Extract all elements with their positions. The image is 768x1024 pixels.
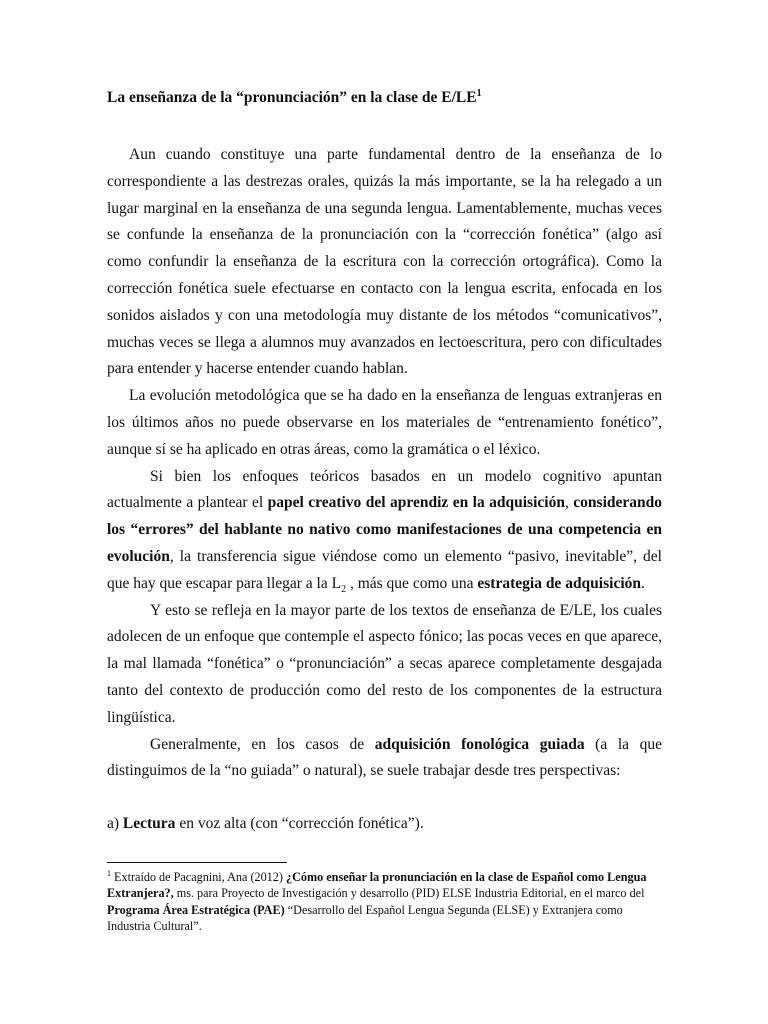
paragraph-3 — [107, 464, 662, 598]
title-footnote-ref[interactable]: 1 — [476, 88, 482, 99]
p5-text-2: (a la que distinguimos de la “no guiada” o natural), se suele trabajar desde tres perspectivas: — [107, 735, 662, 780]
footnote-bold-1: ¿Cómo enseñar la pronunciación en la clase de Español como Lengua Extranjera?, — [107, 870, 647, 901]
body-text — [107, 142, 662, 838]
paragraph-1: Aun cuando constituye una parte fundamental dentro de la enseñanza de lo correspondiente a las destrezas orales, quizás la más importante, se la ha relegado a un lugar marginal en la enseñanza de una segunda lengua. Lamentablemente, muchas veces se confunde la enseñanza de la pronunciación con la “corrección fonética” (algo así como confundir la enseñanza de la escritura con la corrección ortográfica). Como la corrección fonética suele efectuarse en contacto con la lengua escrita, enfocada en los sonidos aislados y con una metodología muy distante de los métodos “comunicativos”, muchas veces se llega a alumnos muy avanzados en lectoescritura, pero con dificultades para entender y hacerse entender cuando hablan. — [107, 146, 662, 378]
p5-bold-1: adquisición fonológica guiada — [374, 735, 585, 753]
footnote-divider — [107, 862, 287, 863]
p3-text-4: , más que como una — [346, 574, 478, 592]
p3-bold-3: estrategia de adquisición — [477, 574, 642, 592]
title-text: La enseñanza de la “pronunciación” en la clase de E/LE — [107, 89, 477, 107]
p3-text-2: , — [564, 494, 574, 512]
list-item-a-text: en voz alta (con “corrección fonética”). — [175, 815, 424, 833]
p3-text-5: . — [641, 574, 645, 592]
document-title — [107, 88, 482, 107]
footnote-text-1: Extraído de Pacagnini, Ana (2012) — [111, 870, 286, 885]
p3-text-1: Si bien los enfoques teóricos basados en un modelo cognitivo apuntan actualmente a plantear el — [107, 467, 662, 512]
list-item-a-marker: a) — [107, 815, 123, 833]
list-item-a — [107, 811, 662, 838]
footnote-text-3: “Desarrollo del Español Lengua Segunda (ELSE) y Extranjera como Industria Cultural”. — [107, 902, 623, 934]
paragraph-4: Y esto se refleja en la mayor parte de los textos de enseñanza de E/LE, los cuales adolecen de un enfoque que contemple el aspecto fónico; las pocas veces en que aparece, la mal llamada “fonética” o “pronunciación” a secas aparece completamente desgajada tanto del contexto de producción como del resto de los componentes de la estructura lingüística. — [107, 601, 662, 726]
paragraph-2: La evolución metodológica que se ha dado en la enseñanza de lenguas extranjeras en los últimos años no puede observarse en los materiales de “entrenamiento fonético”, aunque sí se ha aplicado en otras áreas, como la gramática o el léxico. — [107, 387, 662, 458]
paragraph-5 — [107, 732, 662, 786]
footnote — [107, 866, 662, 935]
footnote-ref: 1 — [107, 869, 111, 878]
p3-bold-2: considerando los “errores” del hablante no nativo como manifestaciones de una competencia en evolución — [107, 494, 662, 565]
footnote-bold-2: Programa Área Estratégica (PAE) — [107, 902, 285, 917]
footnote-text-2: ms. para Proyecto de Investigación y desarrollo (PID) ELSE Industria Editorial, en el marco del — [173, 886, 645, 901]
p3-text-3: , la transferencia sigue viéndose como un elemento “pasivo, inevitable”, del que hay que escapar para llegar a la L — [107, 547, 662, 592]
p3-bold-1: papel creativo del aprendiz en la adquisición — [267, 494, 565, 512]
p3-subscript: 2 — [341, 583, 347, 595]
p5-text-1: Generalmente, en los casos de — [150, 735, 375, 753]
list-item-a-bold: Lectura — [122, 815, 176, 833]
